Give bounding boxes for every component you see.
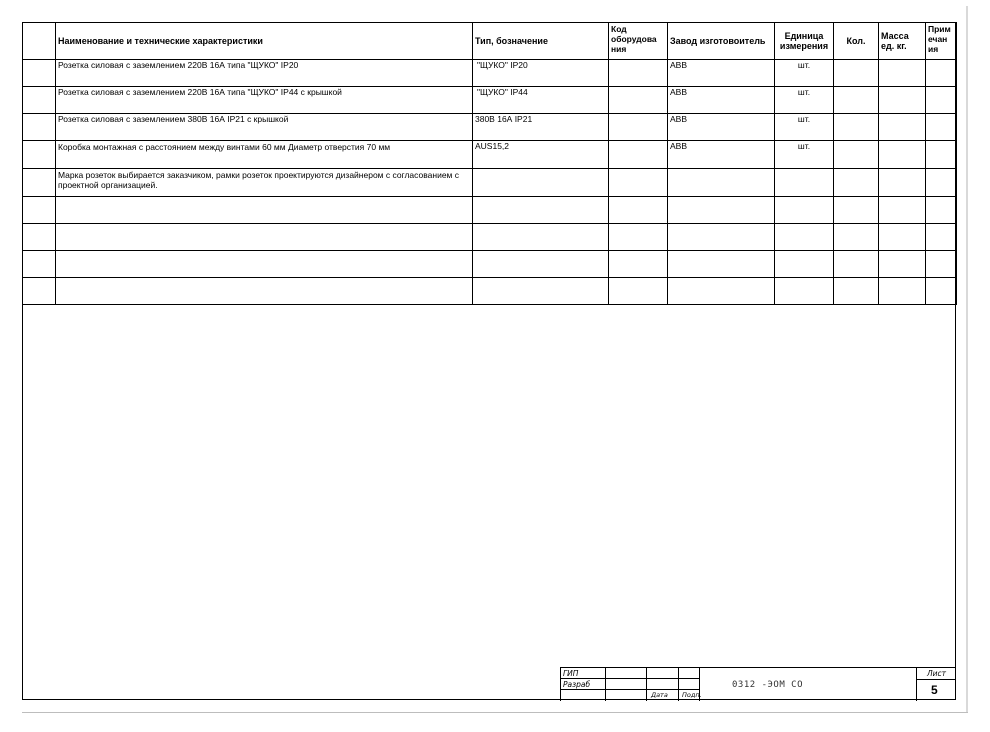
document-code: 0312 -ЭОМ СО: [732, 680, 804, 690]
sheet-label: Лист: [927, 669, 947, 678]
cell-type: "ЩУКО" IP44: [473, 87, 609, 114]
cell-mass: [879, 87, 926, 114]
cell-note: [926, 141, 957, 169]
stamp-developer-label: Разраб: [563, 680, 591, 689]
cell-unit: шт.: [775, 141, 834, 169]
cell-mass: [879, 114, 926, 141]
cell-qty: [834, 141, 879, 169]
cell-mass: [879, 169, 926, 197]
cell-mass: [879, 141, 926, 169]
cell-name: Марка розеток выбирается заказчиком, рамки розеток проектируются дизайнером с согласованием с проектной организацией.: [56, 169, 473, 197]
table-row: [23, 169, 957, 197]
header-qty: Кол.: [834, 23, 879, 60]
cell-pos: [23, 169, 56, 197]
cell-name: Коробка монтажная с расстоянием между винтами 60 мм Диаметр отверстия 70 мм: [56, 141, 473, 169]
cell-type: 380В 16А IP21: [473, 114, 609, 141]
table-row: [23, 60, 957, 87]
cell-pos: [23, 87, 56, 114]
cell-pos: [23, 114, 56, 141]
cell-type: [473, 169, 609, 197]
cell-maker: ABB: [668, 114, 775, 141]
page-edge-bottom: [22, 712, 968, 713]
cell-unit: шт.: [775, 87, 834, 114]
cell-qty: [834, 169, 879, 197]
header-type: Тип, бозначение: [473, 23, 609, 60]
header-pos: [23, 23, 56, 60]
page-edge-right: [966, 6, 968, 712]
cell-code: [609, 114, 668, 141]
cell-qty: [834, 87, 879, 114]
header-row: [23, 23, 957, 60]
stamp-sign-label: Подп.: [682, 691, 702, 699]
cell-code: [609, 169, 668, 197]
cell-code: [609, 60, 668, 87]
cell-note: [926, 60, 957, 87]
title-block: [560, 667, 956, 701]
header-code: Код оборудова ния: [609, 23, 668, 60]
table-row: [23, 141, 957, 169]
cell-note: [926, 169, 957, 197]
cell-unit: шт.: [775, 60, 834, 87]
header-name: Наименование и технические характеристики: [56, 23, 473, 60]
cell-pos: [23, 141, 56, 169]
cell-note: [926, 114, 957, 141]
cell-maker: ABB: [668, 60, 775, 87]
cell-maker: [668, 169, 775, 197]
cell-note: [926, 87, 957, 114]
cell-qty: [834, 60, 879, 87]
header-unit: Единица измерения: [775, 23, 834, 60]
table-row-empty: [23, 251, 957, 278]
cell-mass: [879, 60, 926, 87]
table-row-empty: [23, 224, 957, 251]
header-note: Прим ечан ия: [926, 23, 957, 60]
cell-name: Розетка силовая с заземлением 380В 16А IP21 с крышкой: [56, 114, 473, 141]
table-row: [23, 87, 957, 114]
cell-pos: [23, 60, 56, 87]
stamp-gip-label: ГИП: [563, 669, 579, 678]
cell-maker: ABB: [668, 87, 775, 114]
stamp-date-label: Дата: [651, 691, 668, 699]
table-row-empty: [23, 278, 957, 305]
cell-qty: [834, 114, 879, 141]
cell-code: [609, 87, 668, 114]
sheet-number: 5: [931, 683, 938, 697]
specification-table: [22, 22, 957, 305]
header-maker: Завод изготовоитель: [668, 23, 775, 60]
cell-type: AUS15,2: [473, 141, 609, 169]
cell-type: "ЩУКО" IP20: [473, 60, 609, 87]
cell-name: Розетка силовая с заземлением 220В 16А типа "ЩУКО" IP20: [56, 60, 473, 87]
cell-code: [609, 141, 668, 169]
cell-maker: ABB: [668, 141, 775, 169]
header-mass: Масса ед. кг.: [879, 23, 926, 60]
table-row-empty: [23, 197, 957, 224]
cell-name: Розетка силовая с заземлением 220В 16А типа "ЩУКО" IP44 с крышкой: [56, 87, 473, 114]
table-row: [23, 114, 957, 141]
cell-unit: [775, 169, 834, 197]
cell-unit: шт.: [775, 114, 834, 141]
